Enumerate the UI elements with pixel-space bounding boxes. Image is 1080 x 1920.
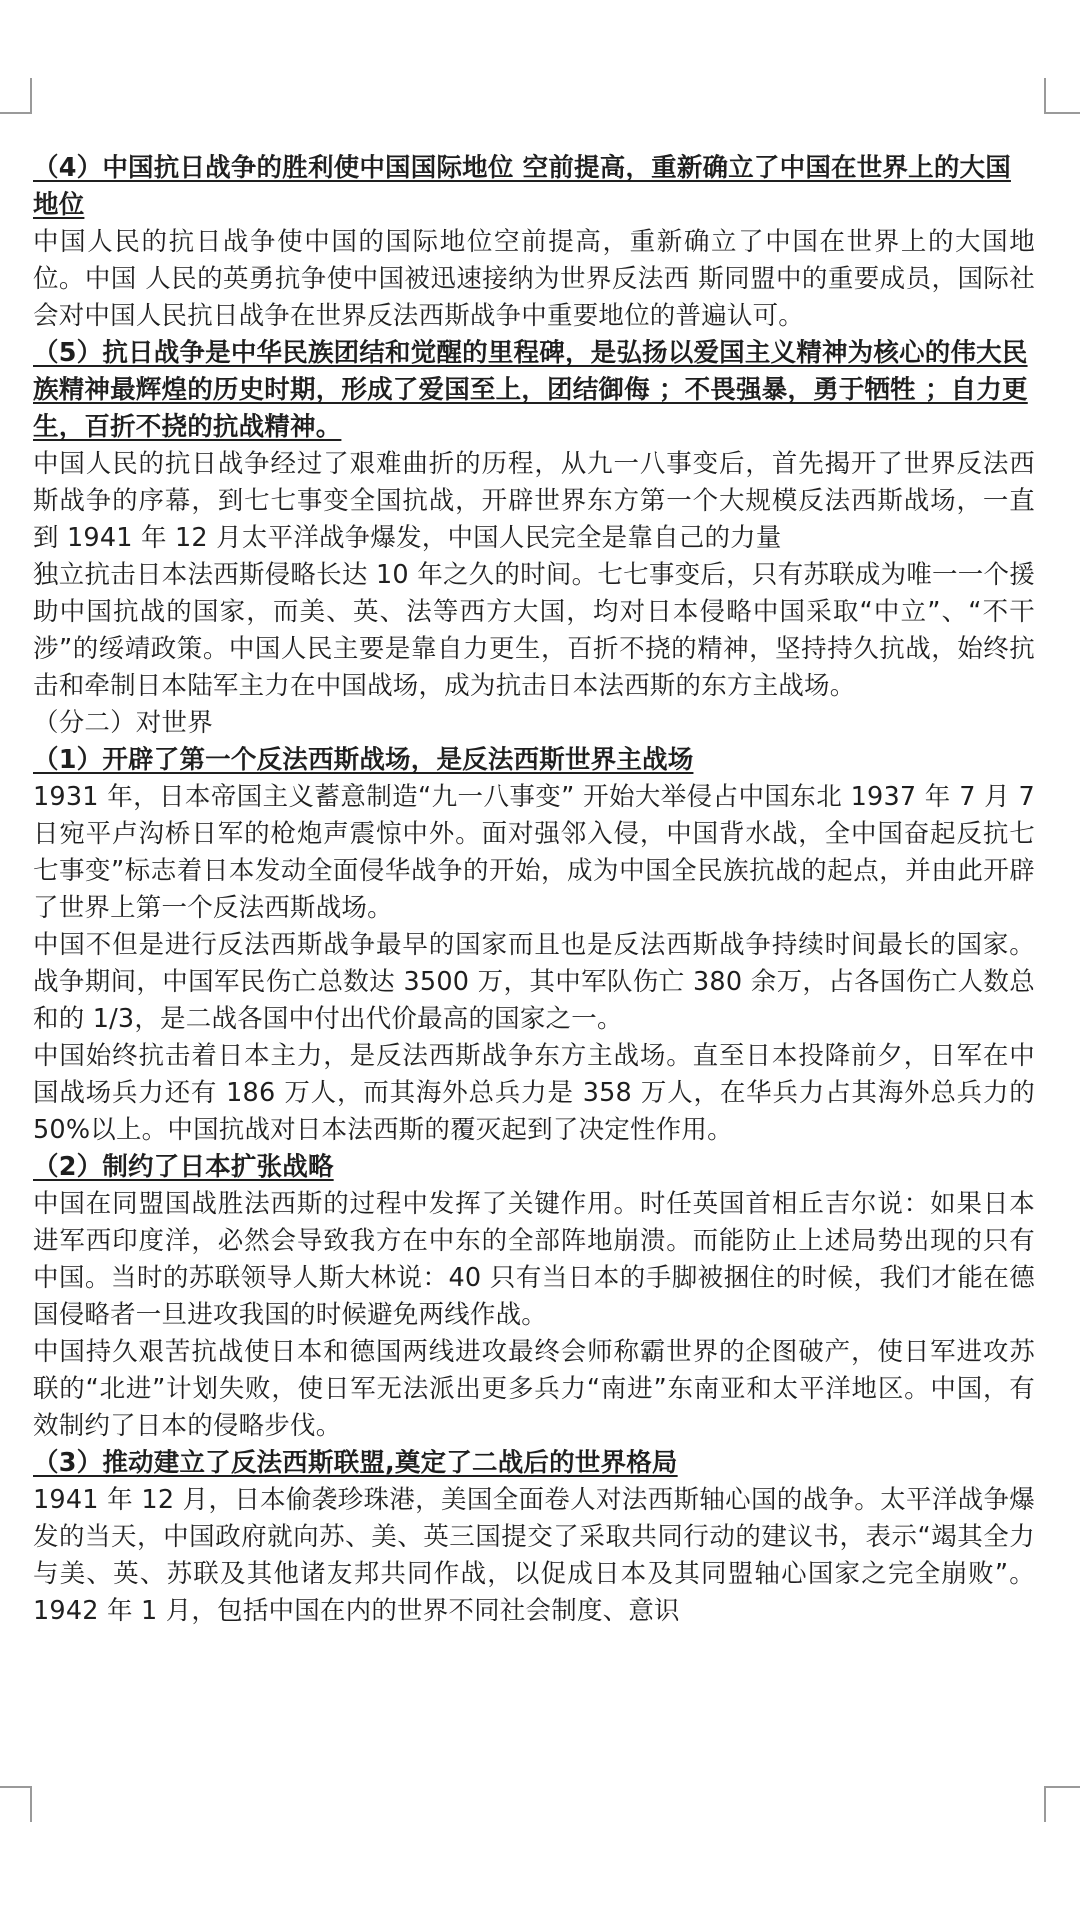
paragraph: 1931 年，日本帝国主义蓄意制造“九一八事变” 开始大举侵占中国东北 1937 年 7 月 7 日宛平卢沟桥日军的枪炮声震惊中外。面对强邻入侵，中国背水战，全中国奋起反抗七七事变”标志着日本发动全面侵华战争的开始，成为中国全民族抗战的起点，并由此开辟了世界上第一个反法西斯战场。 bbox=[33, 782, 1035, 923]
paragraph: 1941 年 12 月，日本偷袭珍珠港，美国全面卷人对法西斯轴心国的战争。太平洋战争爆发的当天，中国政府就向苏、美、英三国提交了采取共同行动的建议书，表示“竭其全力与美、英、苏联及其他诸友邦共同作战，以促成日本及其同盟轴心国家之完全崩败”。1942 年 1 月，包括中国在内的世界不同社会制度、意识 bbox=[33, 1485, 1035, 1626]
subsection-title: （分二）对世界 bbox=[33, 708, 213, 738]
paragraph: 中国持久艰苦抗战使日本和德国两线进攻最终会师称霸世界的企图破产，使日军进攻苏联的“北进”计划失败，使日军无法派出更多兵力“南进”东南亚和太平洋地区。中国，有效制约了日本的侵略步伐。 bbox=[33, 1337, 1035, 1441]
paragraph: 中国在同盟国战胜法西斯的过程中发挥了关键作用。时任英国首相丘吉尔说：如果日本进军西印度洋，必然会导致我方在中东的全部阵地崩溃。而能防止上述局势出现的只有中国。当时的苏联领导人斯大林说：40 只有当日本的手脚被捆住的时候，我们才能在德国侵略者一旦进攻我国的时候避免两线作战。 bbox=[33, 1189, 1035, 1330]
document-body bbox=[33, 150, 1035, 1630]
paragraph: 中国不但是进行反法西斯战争最早的国家而且也是反法西斯战争持续时间最长的国家。战争期间，中国军民伤亡总数达 3500 万，其中军队伤亡 380 余万，占各国伤亡人数总和的 1/3，是二战各国中付出代价最高的国家之一。 bbox=[33, 930, 1035, 1034]
section-heading-world-2: （2）制约了日本扩张战略 bbox=[33, 1152, 334, 1182]
crop-mark-top-left bbox=[0, 78, 32, 114]
section-heading-world-1: （1）开辟了第一个反法西斯战场，是反法西斯世界主战场 bbox=[33, 745, 694, 775]
crop-mark-top-right bbox=[1044, 78, 1080, 114]
paragraph: 中国人民的抗日战争使中国的国际地位空前提高，重新确立了中国在世界上的大国地位。中国 人民的英勇抗争使中国被迅速接纳为世界反法西 斯同盟中的重要成员，国际社会对中国人民抗日战争在世界反法西斯战争中重要地位的普遍认可。 bbox=[33, 227, 1035, 331]
paragraph: 中国始终抗击着日本主力，是反法西斯战争东方主战场。直至日本投降前夕，日军在中国战场兵力还有 186 万人，而其海外总兵力是 358 万人，在华兵力占其海外总兵力的 50%以上。中国抗战对日本法西斯的覆灭起到了决定性作用。 bbox=[33, 1041, 1035, 1145]
crop-mark-bottom-right bbox=[1044, 1786, 1080, 1822]
paragraph: 独立抗击日本法西斯侵略长达 10 年之久的时间。七七事变后，只有苏联成为唯一一个援助中国抗战的国家，而美、英、法等西方大国，均对日本侵略中国采取“中立”、“不干涉”的绥靖政策。中国人民主要是靠自力更生，百折不挠的精神，坚持持久抗战，始终抗击和牵制日本陆军主力在中国战场，成为抗击日本法西斯的东方主战场。 bbox=[33, 560, 1035, 701]
section-heading-world-3: （3）推动建立了反法西斯联盟,奠定了二战后的世界格局 bbox=[33, 1448, 678, 1478]
crop-mark-bottom-left bbox=[0, 1786, 32, 1822]
section-heading-4: （4）中国抗日战争的胜利使中国国际地位 空前提高，重新确立了中国在世界上的大国地位 bbox=[33, 153, 1011, 220]
paragraph: 中国人民的抗日战争经过了艰难曲折的历程，从九一八事变后，首先揭开了世界反法西斯战争的序幕，到七七事变全国抗战，开辟世界东方第一个大规模反法西斯战场，一直到 1941 年 12 月太平洋战争爆发，中国人民完全是靠自己的力量 bbox=[33, 449, 1035, 553]
section-heading-5: （5）抗日战争是中华民族团结和觉醒的里程碑，是弘扬以爱国主义精神为核心的伟大民族精神最辉煌的历史时期，形成了爱国至上，团结御侮 ；不畏强暴，勇于牺牲 ；自力更生，百折不挠的抗战精神。 bbox=[33, 338, 1028, 442]
